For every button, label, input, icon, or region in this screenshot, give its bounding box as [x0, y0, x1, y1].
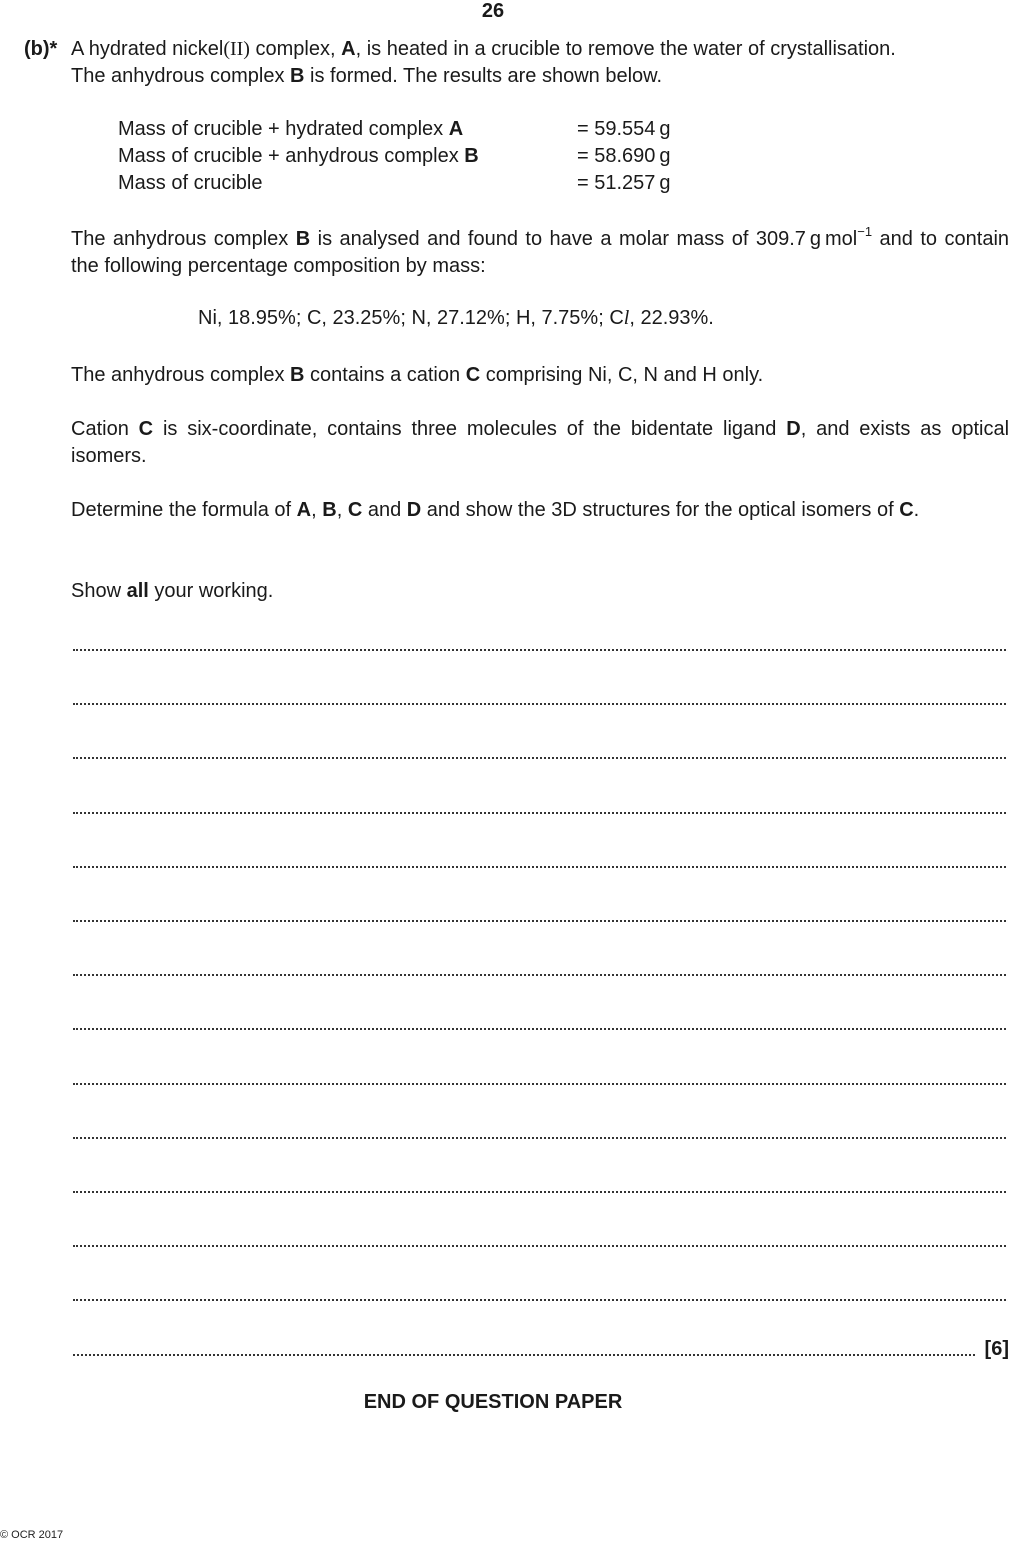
answer-line[interactable]	[73, 1028, 1006, 1030]
marks-label: [6]	[984, 1338, 1009, 1360]
answer-line[interactable]	[73, 1354, 975, 1356]
answer-line[interactable]	[73, 649, 1006, 651]
working-instruction: Show all your working.	[71, 580, 274, 602]
answer-line[interactable]	[73, 1083, 1006, 1085]
answer-line[interactable]	[73, 1245, 1006, 1247]
analysis-paragraph: The anhydrous complex B is analysed and found to have a molar mass of 309.7 g mol$^{-1}$ and to contain the following percentage composition by mass:	[71, 224, 1009, 277]
mass-label-hydrated: Mass of crucible + hydrated complex A	[118, 118, 464, 140]
answer-line[interactable]	[73, 703, 1006, 705]
end-of-paper: END OF QUESTION PAPER	[363, 1391, 623, 1413]
answer-line[interactable]	[73, 812, 1006, 814]
cation-description: Cation C is six-coordinate, contains three molecules of the bidentate ligand D, and exists as optical isomers.	[71, 418, 1009, 467]
percentage-composition: Ni, 18.95%; C, 23.25%; N, 27.12%; H, 7.75%; Cl, 22.93%.	[198, 307, 714, 329]
answer-line[interactable]	[73, 920, 1006, 922]
task-paragraph: Determine the formula of A, B, C and D and show the 3D structures for the optical isomers of C.	[71, 499, 920, 521]
cation-sentence: The anhydrous complex B contains a cation C comprising Ni, C, N and H only.	[71, 364, 764, 386]
mass-label-crucible: Mass of crucible	[118, 172, 263, 194]
mass-value-anhydrous: = 58.690 g	[577, 145, 671, 167]
mass-value-crucible: = 51.257 g	[577, 172, 671, 194]
answer-line[interactable]	[73, 757, 1006, 759]
mass-value-hydrated: = 59.554 g	[577, 118, 671, 140]
answer-line[interactable]	[73, 1137, 1006, 1139]
question-label: (b)*	[24, 38, 58, 60]
answer-line[interactable]	[73, 974, 1006, 976]
page-number: 26	[481, 0, 505, 22]
intro-paragraph: A hydrated nickel(II) complex, A, is heated in a crucible to remove the water of crystallisation. The anhydrous complex B is formed. The results are shown below.	[71, 38, 896, 87]
answer-line[interactable]	[73, 1299, 1006, 1301]
copyright-footer: © OCR 2017	[0, 1529, 64, 1541]
answer-line[interactable]	[73, 1191, 1006, 1193]
mass-label-anhydrous: Mass of crucible + anhydrous complex B	[118, 145, 479, 167]
answer-line[interactable]	[73, 866, 1006, 868]
